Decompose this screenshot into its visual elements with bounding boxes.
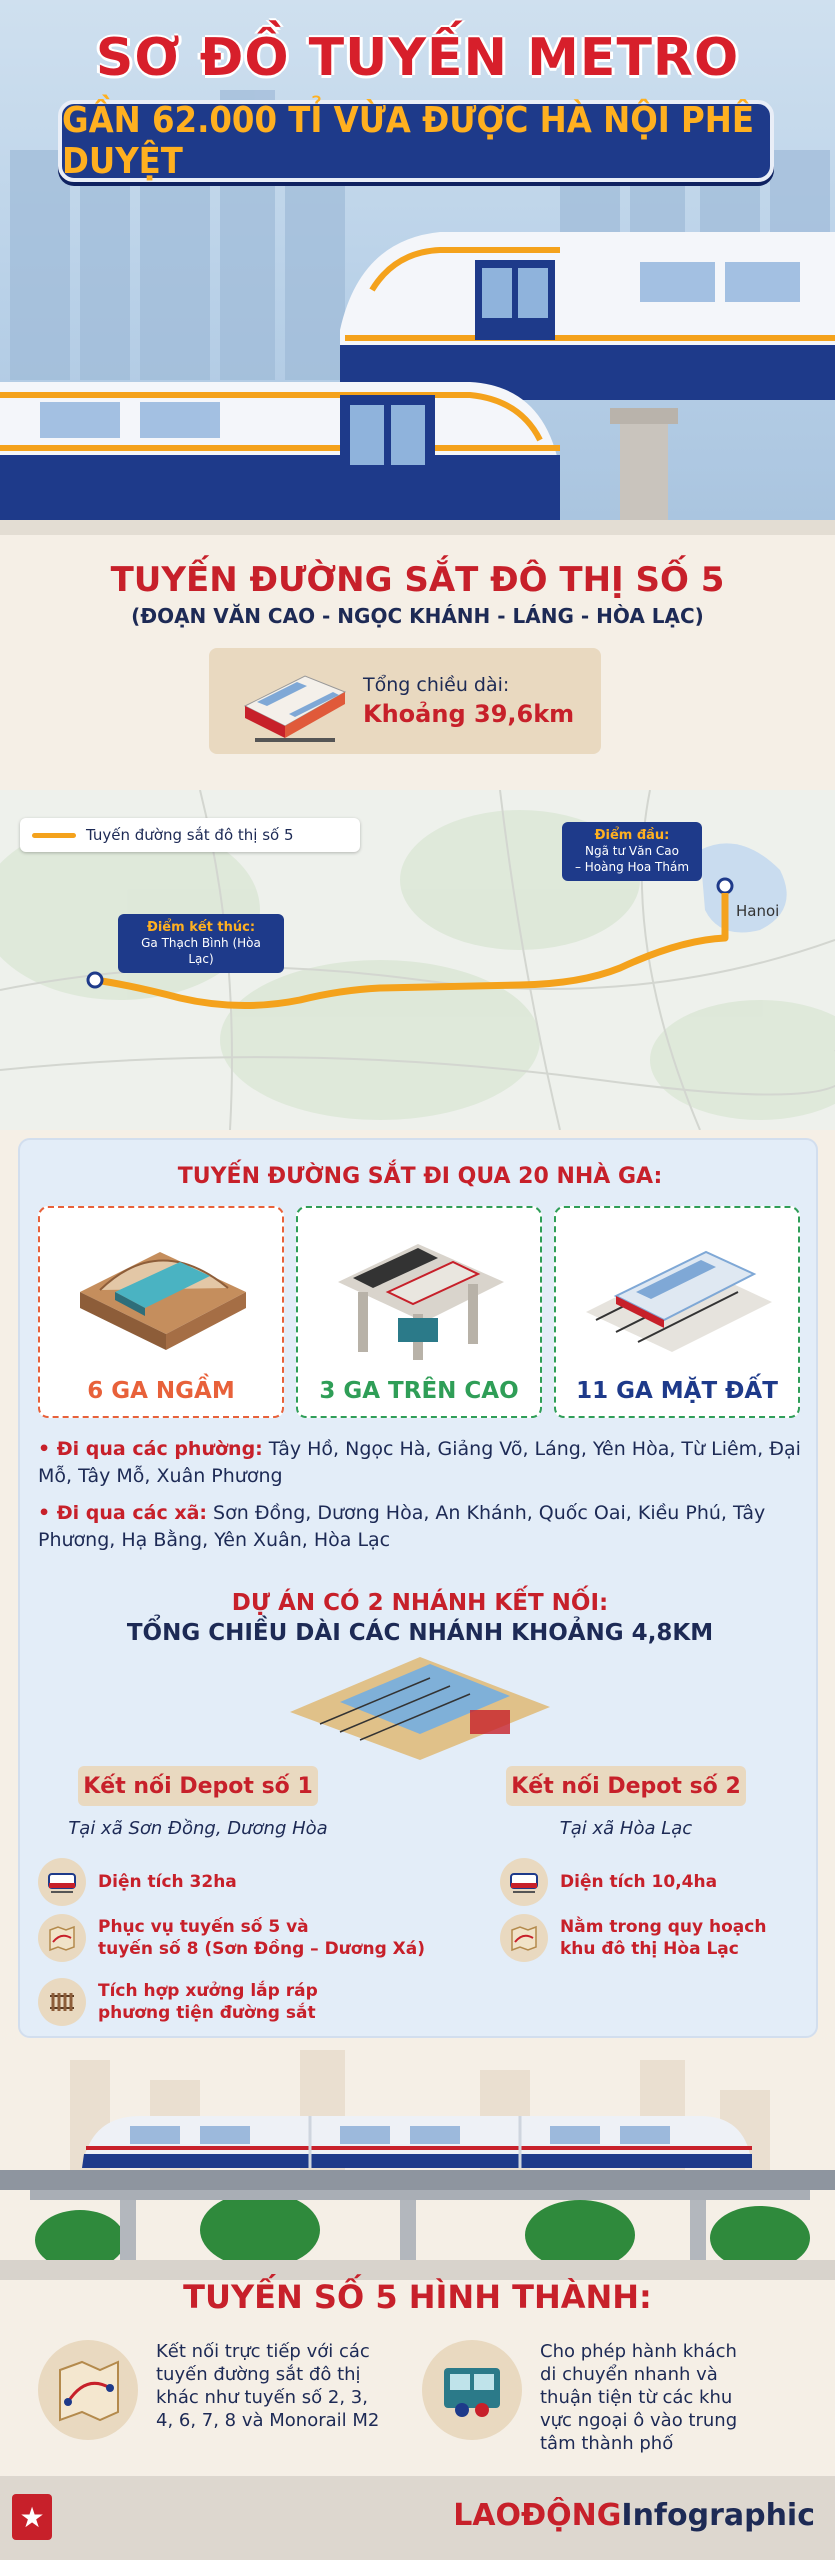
depot2-planning-line1: Nằm trong quy hoạch	[560, 1917, 767, 1937]
star-logo-icon: ★	[12, 2494, 52, 2540]
formation-connect-line2: tuyến đường sắt đô thị	[156, 2364, 361, 2385]
stations-panel	[18, 1138, 818, 2038]
depot2-feature-planning	[500, 1914, 766, 1962]
hero-banner	[0, 0, 835, 535]
underground-station-card	[38, 1206, 284, 1418]
length-box	[209, 648, 601, 754]
depot2-planning-line2: khu đô thị Hòa Lạc	[560, 1939, 739, 1959]
ground-station-icon	[576, 1222, 782, 1362]
communes-label: • Đi qua các xã:	[38, 1502, 208, 1524]
depot-illustration	[280, 1652, 560, 1762]
formation-connect-line1: Kết nối trực tiếp với các	[156, 2341, 370, 2362]
wards-list: Tây Hồ, Ngọc Hà, Giảng Võ, Láng, Yên Hòa, Từ Liêm, Đại Mỗ, Tây Mỗ, Xuân Phương	[38, 1438, 801, 1487]
legend-label: Tuyến đường sắt đô thị số 5	[86, 826, 294, 844]
map-legend	[20, 818, 360, 852]
elevated-train-illustration	[0, 2050, 835, 2280]
depot1-tag: Kết nối Depot số 1	[78, 1766, 318, 1806]
branches-subtitle: TỔNG CHIỀU DÀI CÁC NHÁNH KHOẢNG 4,8KM	[126, 1620, 714, 1646]
length-label: Tổng chiều dài:	[363, 674, 510, 696]
end-point-head: Điểm kết thúc:	[146, 920, 256, 935]
formation-travel-line4: vực ngoại ô vào trung	[540, 2410, 738, 2431]
route-map	[0, 790, 835, 1130]
start-point-callout	[562, 822, 702, 881]
wards-bullet	[38, 1436, 808, 1490]
passengers-icon	[422, 2340, 522, 2440]
brand-logo	[453, 2498, 815, 2533]
end-point-body: Ga Thạch Bình (Hòa Lạc)	[141, 936, 261, 966]
formation-travel-line3: thuận tiện từ các khu	[540, 2387, 733, 2408]
depot1-lines-line2: tuyến số 8 (Sơn Đồng – Dương Xá)	[98, 1939, 426, 1959]
brand-name: LAOĐỘNG	[453, 2498, 622, 2533]
hero-subtitle: GẦN 62.000 TỈ VỪA ĐƯỢC HÀ NỘI PHÊ DUYỆT	[62, 100, 754, 182]
route-title: TUYẾN ĐƯỜNG SẮT ĐÔ THỊ SỐ 5	[110, 560, 725, 600]
end-point-callout	[118, 914, 284, 973]
underground-count: 6 GA NGẦM	[87, 1378, 235, 1404]
formation-connect-line4: 4, 6, 7, 8 và Monorail M2	[156, 2410, 380, 2431]
branches-title: DỰ ÁN CÓ 2 NHÁNH KẾT NỐI:	[231, 1590, 609, 1616]
hero-title: SƠ ĐỒ TUYẾN METRO	[95, 28, 740, 88]
formation-travel-text	[540, 2340, 737, 2455]
formation-connect-text	[156, 2340, 379, 2432]
start-point-head: Điểm đầu:	[594, 828, 670, 843]
depot1-lines-text	[98, 1916, 425, 1960]
map-icon	[38, 1914, 86, 1962]
legend-line-swatch	[32, 833, 76, 838]
depot1-lines-line1: Phục vụ tuyến số 5 và	[98, 1917, 309, 1937]
elevated-count: 3 GA TRÊN CAO	[319, 1378, 519, 1404]
start-point-line1: Ngã tư Văn Cao	[585, 844, 679, 858]
train-icon	[38, 1858, 86, 1906]
depot2-location: Tại xã Hòa Lạc	[559, 1818, 693, 1839]
wards-label: • Đi qua các phường:	[38, 1438, 263, 1460]
rail-track-icon	[38, 1978, 86, 2026]
depot1-workshop-line1: Tích hợp xưởng lắp ráp	[98, 1981, 318, 2001]
communes-list: Sơn Đồng, Dương Hòa, An Khánh, Quốc Oai, Kiều Phú, Tây Phương, Hạ Bằng, Yên Xuân, Hòa Lạc	[38, 1502, 766, 1551]
hero-subtitle-box	[58, 100, 774, 182]
route-subtitle: (ĐOẠN VĂN CAO - NGỌC KHÁNH - LÁNG - HÒA LẠC)	[131, 604, 704, 628]
depot1-workshop-line2: phương tiện đường sắt	[98, 2003, 316, 2023]
depot1-feature-lines	[38, 1914, 425, 1962]
formation-travel-line1: Cho phép hành khách	[540, 2341, 737, 2362]
depot2-feature-area	[500, 1858, 717, 1906]
depot1-area-text: Diện tích 32ha	[98, 1872, 237, 1892]
depot1-feature-area	[38, 1858, 237, 1906]
start-point-line2: – Hoàng Hoa Thám	[574, 860, 690, 874]
city-label-hanoi: Hanoi	[736, 902, 780, 920]
depot2-tag: Kết nối Depot số 2	[506, 1766, 746, 1806]
stations-title: TUYẾN ĐƯỜNG SẮT ĐI QUA 20 NHÀ GA:	[177, 1164, 663, 1189]
elevated-station-card	[296, 1206, 542, 1418]
formation-travel-line2: di chuyển nhanh và	[540, 2364, 718, 2385]
depot1-workshop-text	[98, 1980, 318, 2024]
formation-item-travel	[422, 2340, 737, 2455]
depot2-area-text: Diện tích 10,4ha	[560, 1872, 718, 1892]
formation-title: TUYẾN SỐ 5 HÌNH THÀNH:	[183, 2278, 652, 2316]
brand-suffix: Infographic	[621, 2498, 815, 2533]
formation-travel-line5: tâm thành phố	[540, 2433, 674, 2454]
tram-icon	[235, 656, 355, 746]
ground-count: 11 GA MẶT ĐẤT	[576, 1378, 778, 1404]
communes-bullet	[38, 1500, 808, 1554]
depot1-feature-workshop	[38, 1978, 318, 2026]
formation-item-connect	[38, 2340, 379, 2440]
train-icon	[500, 1858, 548, 1906]
ground-station-card	[554, 1206, 800, 1418]
underground-station-icon	[60, 1222, 266, 1362]
depot2-planning-text	[560, 1916, 766, 1960]
formation-connect-line3: khác như tuyến số 2, 3,	[156, 2387, 368, 2408]
depot1-location: Tại xã Sơn Đồng, Dương Hòa	[68, 1818, 328, 1839]
map-icon	[500, 1914, 548, 1962]
route-map-icon	[38, 2340, 138, 2440]
footer	[0, 2476, 835, 2560]
elevated-station-icon	[318, 1222, 524, 1362]
length-value: Khoảng 39,6km	[363, 700, 575, 728]
